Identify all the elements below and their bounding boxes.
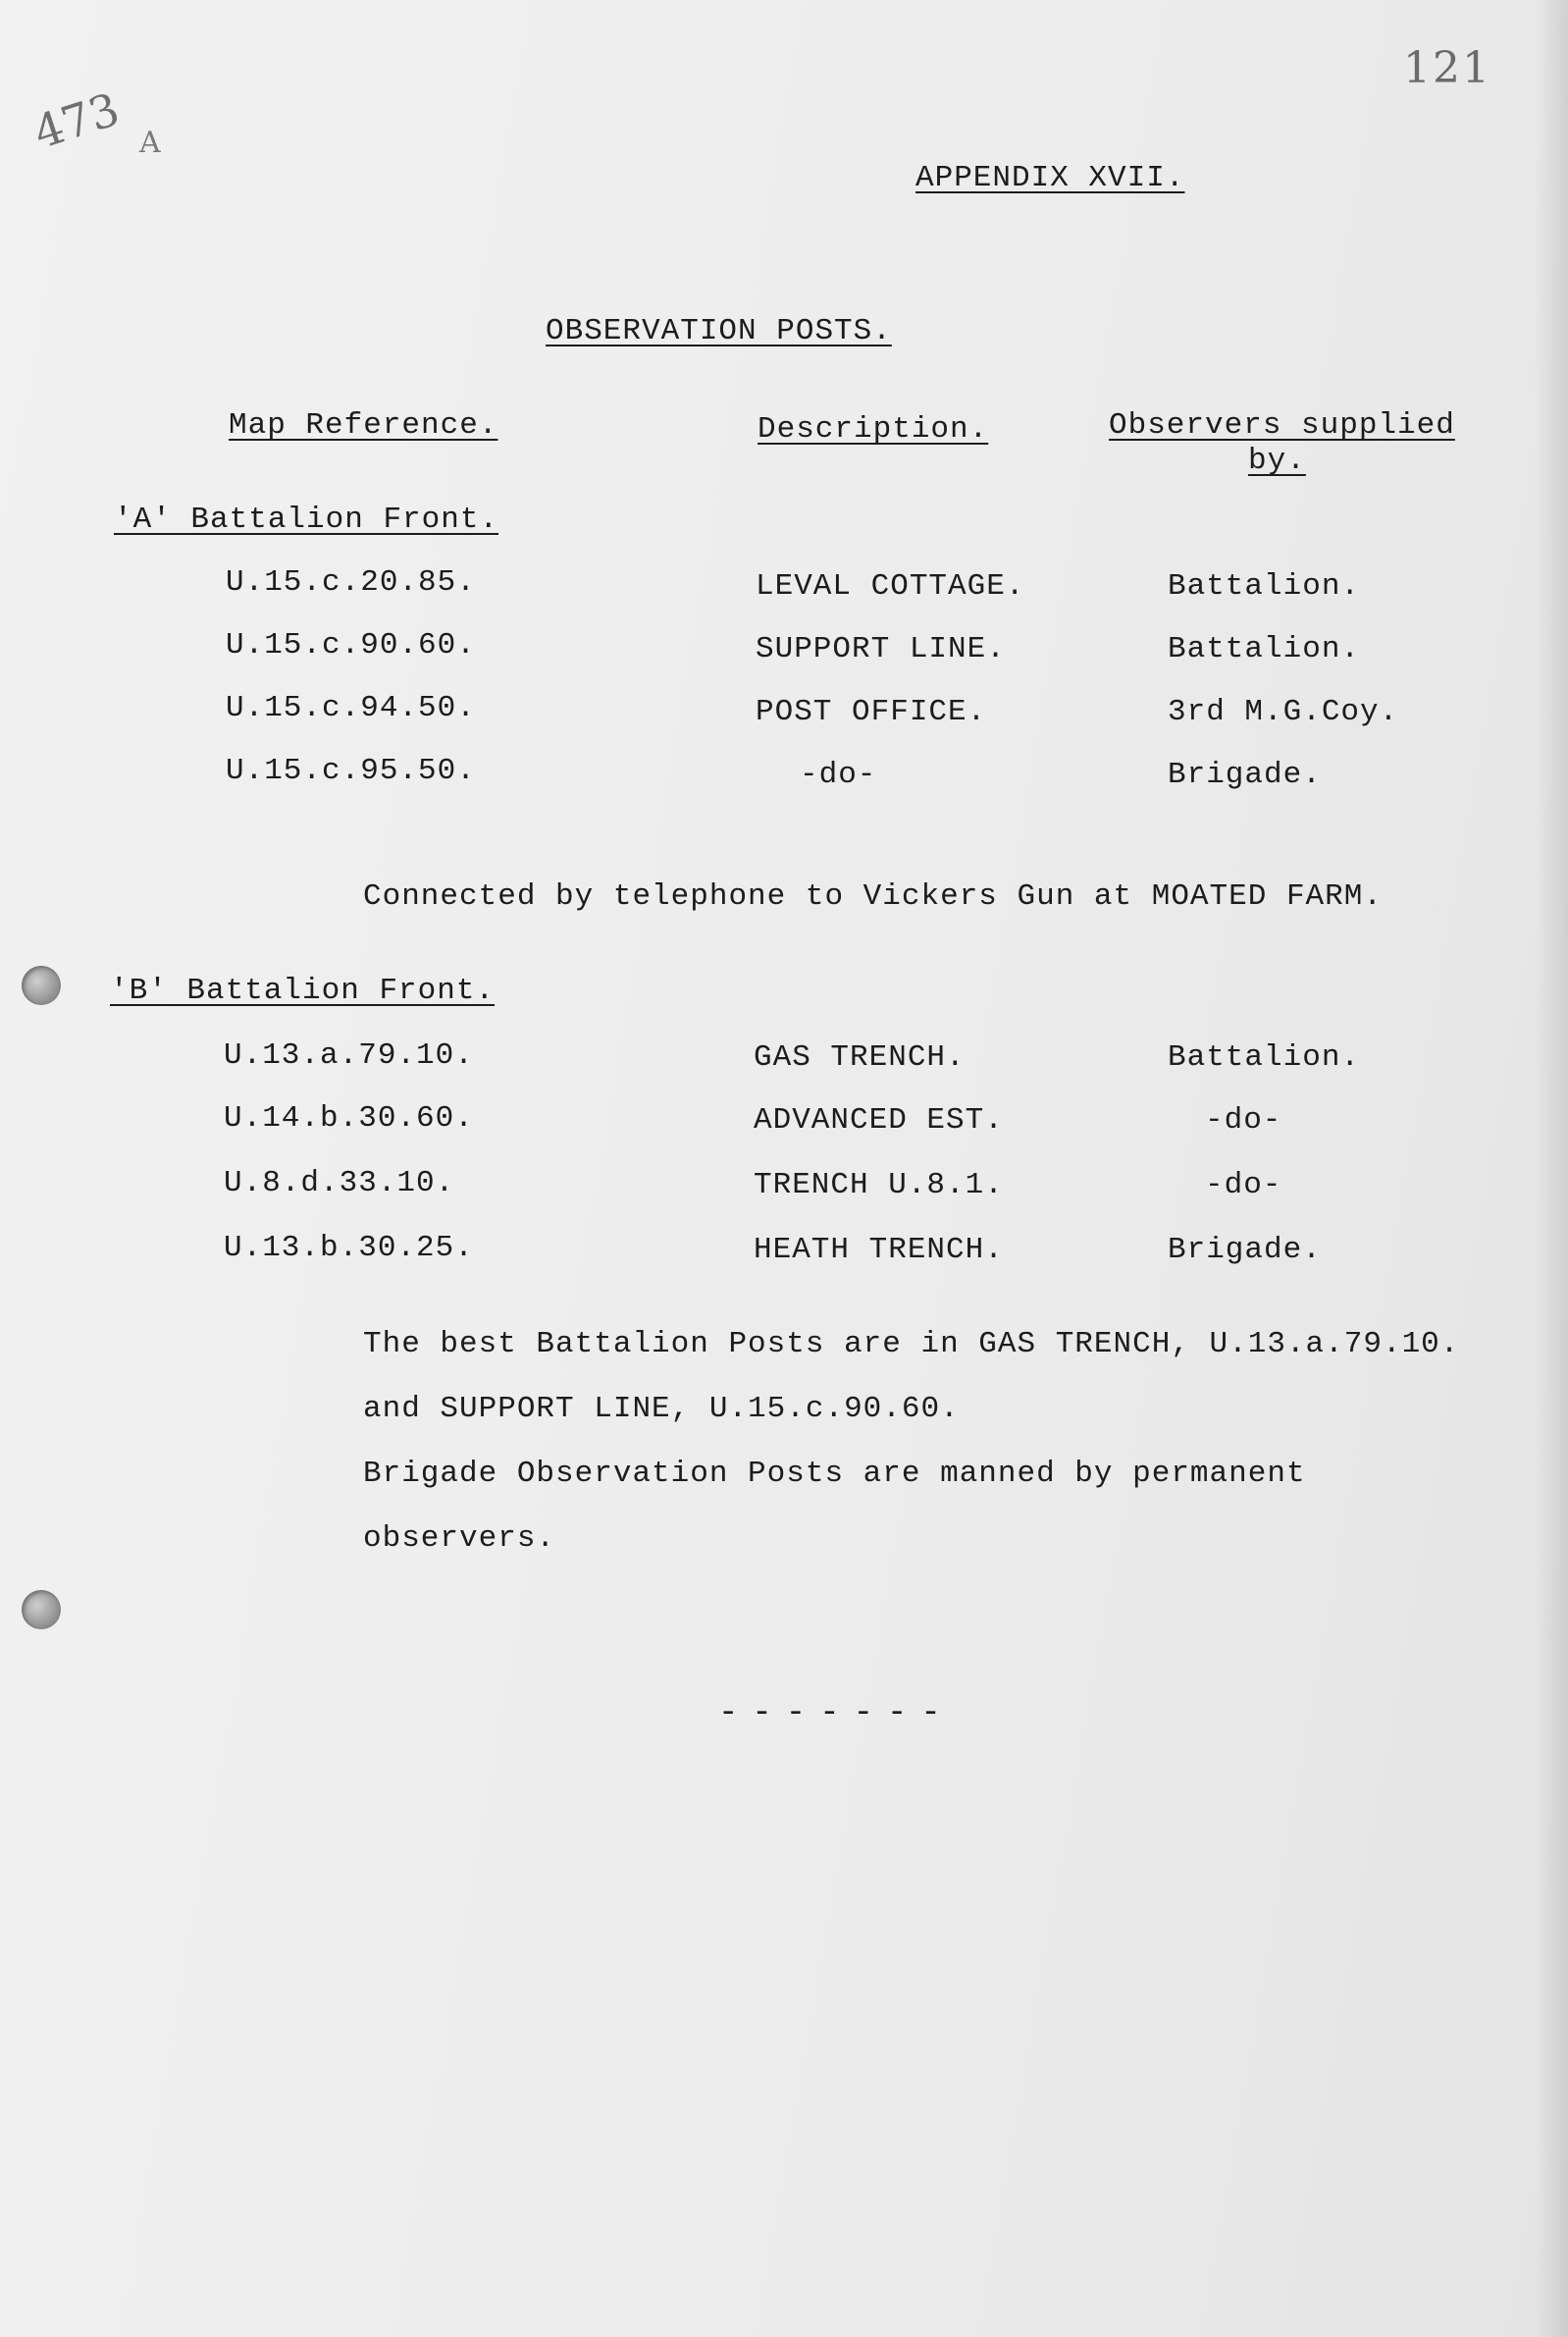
section-a-note: Connected by telephone to Vickers Gun at MOATED FARM. bbox=[363, 879, 1383, 914]
section-b-label: 'B' Battalion Front. bbox=[110, 974, 496, 1008]
remarks-line: Brigade Observation Posts are manned by permanent bbox=[363, 1457, 1306, 1491]
table-cell-desc: GAS TRENCH. bbox=[754, 1040, 966, 1075]
folio-number: 121 bbox=[1403, 43, 1491, 93]
remarks-line: and SUPPORT LINE, U.15.c.90.60. bbox=[363, 1392, 960, 1426]
page-edge-shadow bbox=[1535, 0, 1568, 2337]
archive-suffix: A bbox=[139, 126, 161, 160]
table-cell-ref: U.15.c.95.50. bbox=[226, 754, 476, 788]
table-cell-obs: 3rd M.G.Coy. bbox=[1168, 695, 1399, 729]
table-cell-desc: POST OFFICE. bbox=[756, 695, 987, 729]
table-cell-desc: HEATH TRENCH. bbox=[754, 1233, 1004, 1267]
table-cell-ref: U.13.a.79.10. bbox=[224, 1038, 474, 1073]
punch-hole-top bbox=[22, 966, 61, 1005]
table-cell-desc: LEVAL COTTAGE. bbox=[756, 569, 1025, 604]
remarks-line: observers. bbox=[363, 1521, 556, 1556]
table-cell-ref: U.15.c.20.85. bbox=[226, 565, 476, 600]
table-cell-obs: -do- bbox=[1205, 1103, 1282, 1138]
table-cell-ref: U.15.c.90.60. bbox=[226, 628, 476, 663]
column-header-observers: Observers supplied bbox=[1109, 408, 1455, 443]
column-header-description: Description. bbox=[758, 412, 989, 447]
table-cell-desc: -do- bbox=[800, 758, 877, 792]
table-cell-obs: Battalion. bbox=[1168, 569, 1361, 604]
table-cell-desc: ADVANCED EST. bbox=[754, 1103, 1004, 1138]
table-cell-ref: U.13.b.30.25. bbox=[224, 1231, 474, 1265]
appendix-heading: APPENDIX XVII. bbox=[915, 161, 1185, 195]
table-cell-ref: U.8.d.33.10. bbox=[224, 1166, 455, 1200]
closing-rule: ------- bbox=[718, 1695, 955, 1732]
punch-hole-bottom bbox=[22, 1590, 61, 1629]
table-cell-ref: U.14.b.30.60. bbox=[224, 1101, 474, 1136]
document-title: OBSERVATION POSTS. bbox=[546, 314, 892, 348]
archive-number: 473 bbox=[26, 81, 127, 160]
remarks-line: The best Battalion Posts are in GAS TRENCH, U.13.a.79.10. bbox=[363, 1327, 1460, 1361]
table-cell-obs: Battalion. bbox=[1168, 632, 1361, 666]
table-cell-obs: Battalion. bbox=[1168, 1040, 1361, 1075]
table-cell-obs: Brigade. bbox=[1168, 758, 1322, 792]
table-cell-obs: -do- bbox=[1205, 1168, 1282, 1202]
table-cell-desc: SUPPORT LINE. bbox=[756, 632, 1006, 666]
column-header-observers-cont: by. bbox=[1248, 444, 1306, 478]
table-cell-desc: TRENCH U.8.1. bbox=[754, 1168, 1004, 1202]
section-a-label: 'A' Battalion Front. bbox=[114, 503, 499, 537]
column-header-map-reference: Map Reference. bbox=[229, 408, 498, 443]
table-cell-ref: U.15.c.94.50. bbox=[226, 691, 476, 725]
table-cell-obs: Brigade. bbox=[1168, 1233, 1322, 1267]
